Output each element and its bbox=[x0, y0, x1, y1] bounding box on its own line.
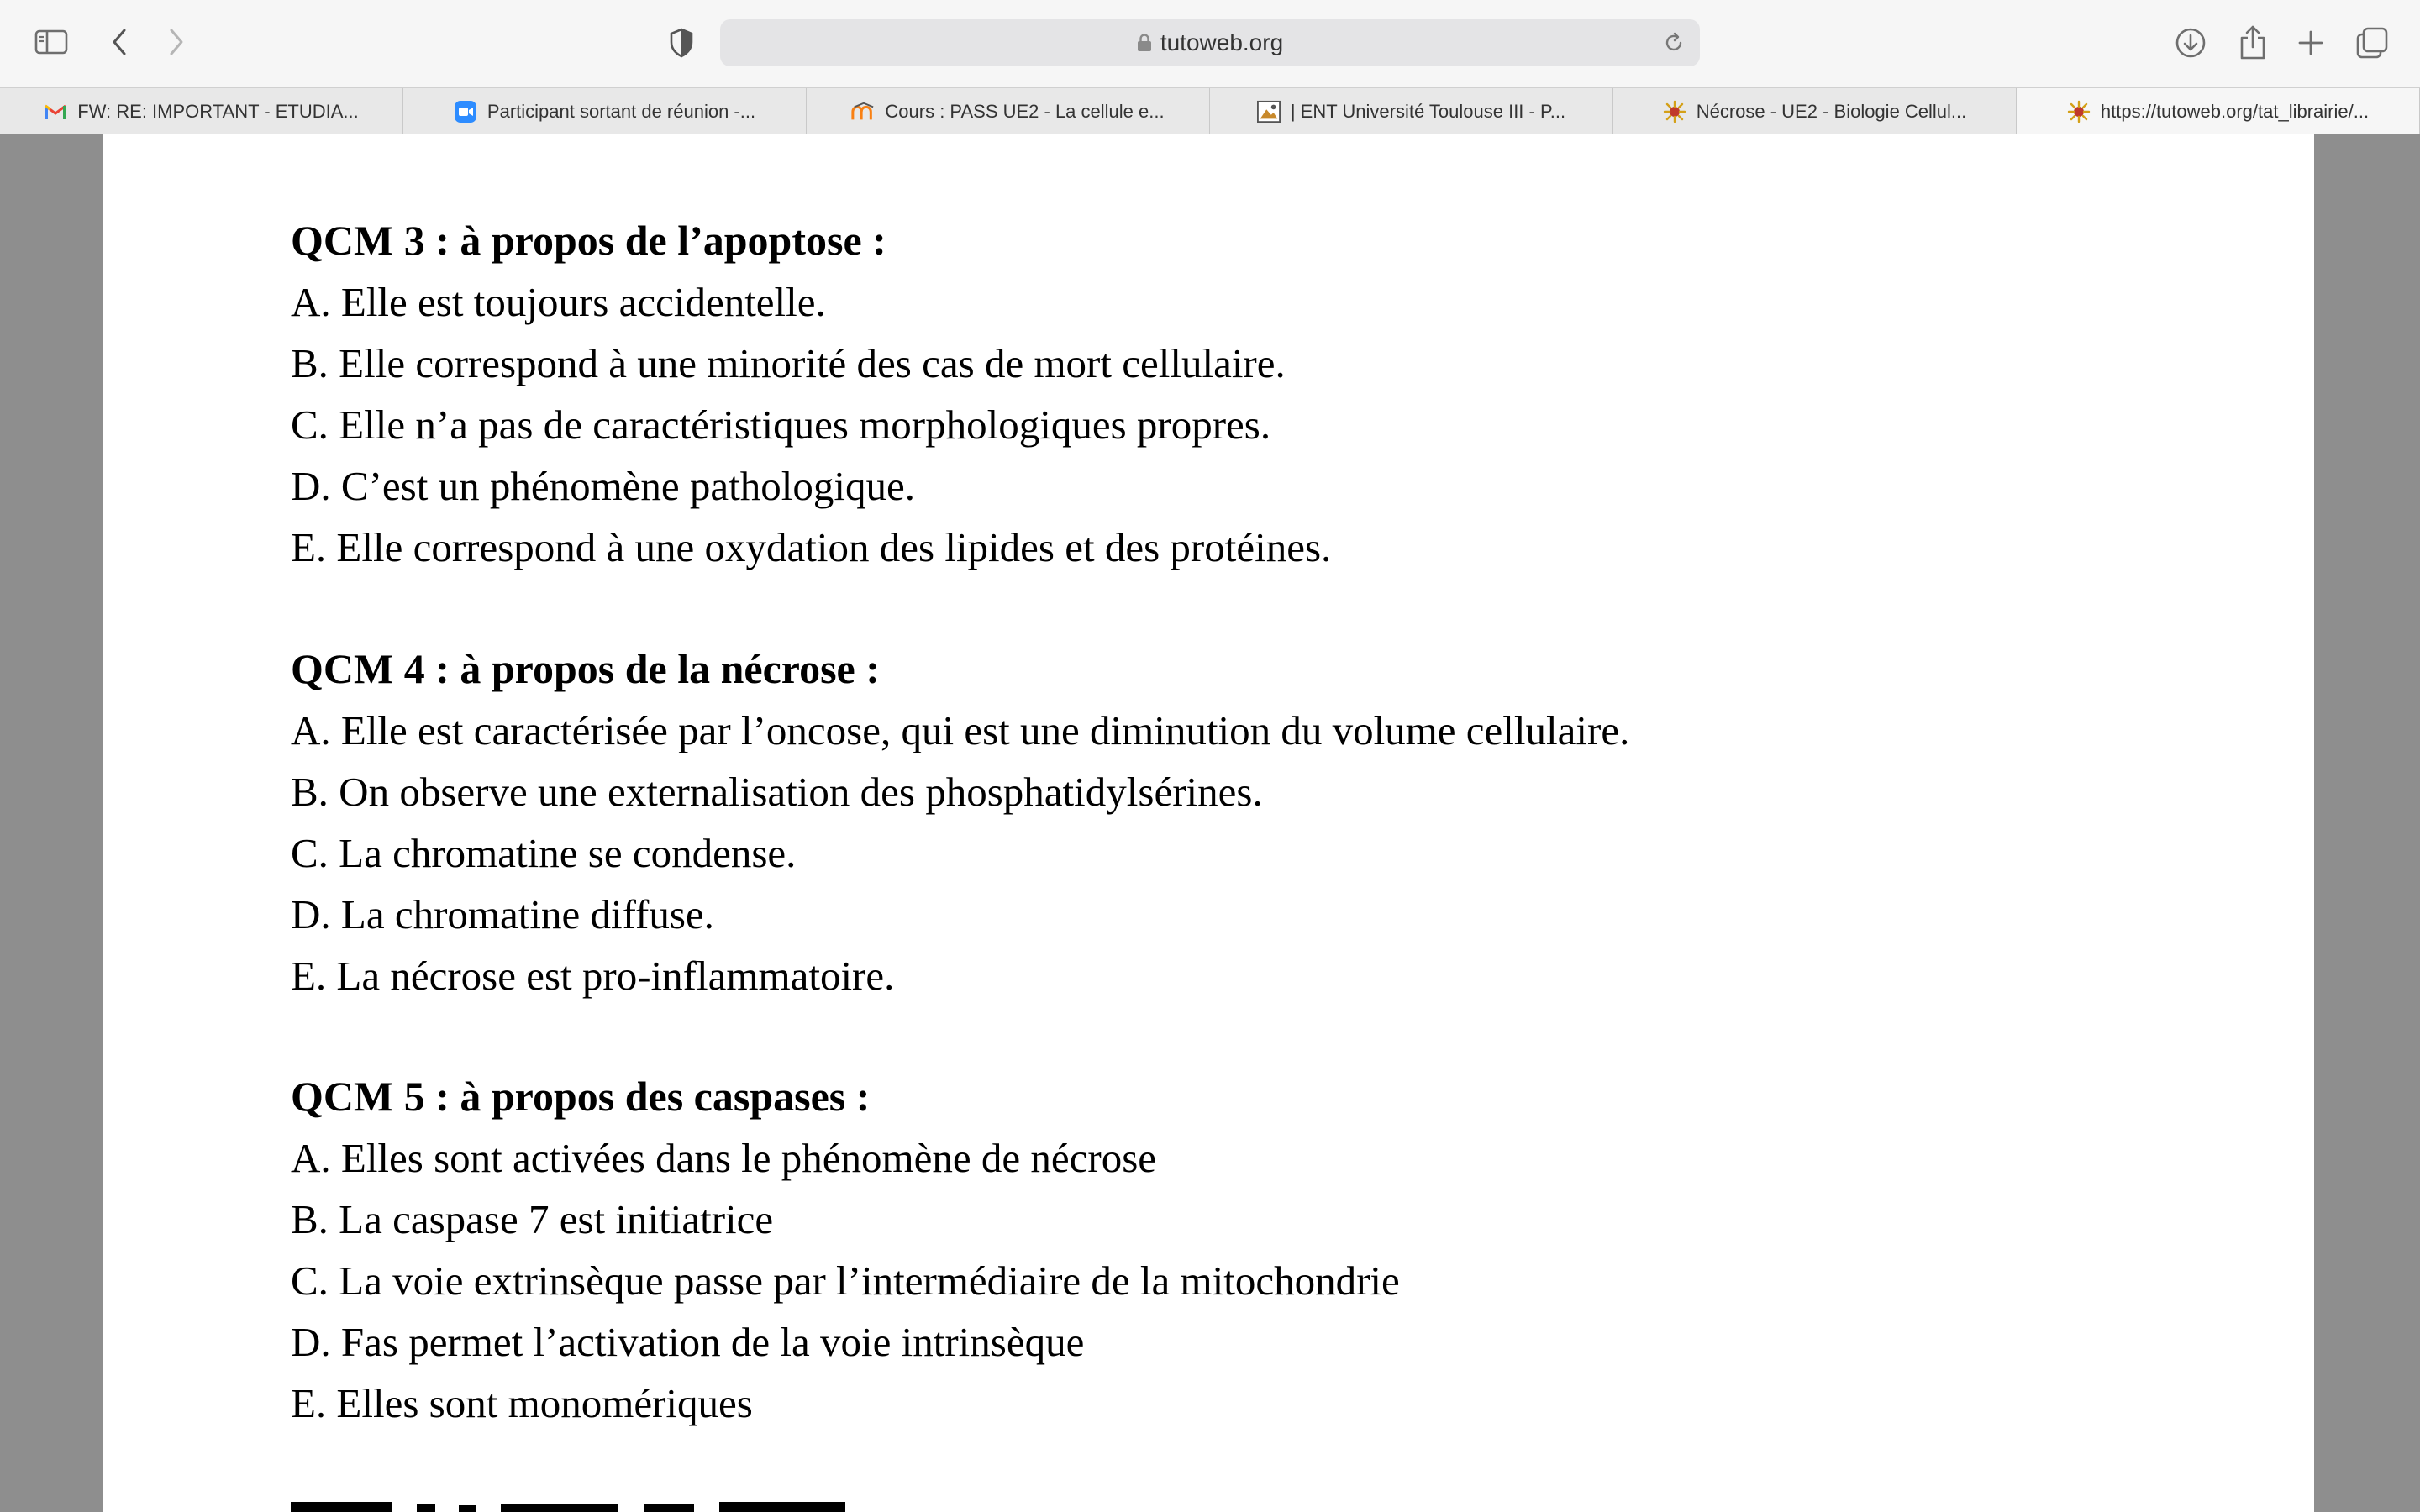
sidebar-icon[interactable] bbox=[32, 25, 71, 59]
tab-bar bbox=[0, 87, 2420, 134]
qcm-3-title: QCM 3 : à propos de l’apoptose : bbox=[291, 217, 886, 264]
address-bar[interactable] bbox=[720, 19, 1700, 66]
download-icon[interactable] bbox=[2171, 24, 2210, 62]
moodle-icon bbox=[851, 100, 875, 123]
clipped-text-fragment bbox=[291, 134, 1719, 139]
qcm-5-title: QCM 5 : à propos des caspases : bbox=[291, 1073, 871, 1120]
gmail-icon bbox=[44, 100, 67, 123]
tab-gmail[interactable]: FW: RE: IMPORTANT - ETUDIA... bbox=[0, 88, 403, 134]
qcm-4-option-d: D. La chromatine diffuse. bbox=[291, 891, 714, 937]
qcm-5-option-c: C. La voie extrinsèque passe par l’intermédiaire de la mitochondrie bbox=[291, 1257, 1400, 1304]
qcm-4-option-c: C. La chromatine se condense. bbox=[291, 830, 797, 876]
qcm-3 bbox=[291, 210, 1331, 578]
tabs-icon[interactable] bbox=[2353, 24, 2391, 62]
tab-zoom[interactable]: Participant sortant de réunion -... bbox=[403, 88, 807, 134]
tab-moodle[interactable]: Cours : PASS UE2 - La cellule e... bbox=[807, 88, 1210, 134]
zoom-icon bbox=[454, 100, 477, 123]
qcm-3-option-d: D. C’est un phénomène pathologique. bbox=[291, 463, 916, 509]
qcm-4 bbox=[291, 638, 1629, 1006]
qcm-4-option-a: A. Elle est caractérisée par l’oncose, qui est une diminution du volume cellulaire. bbox=[291, 707, 1630, 753]
plus-icon[interactable] bbox=[2294, 25, 2328, 60]
tab-ent[interactable]: | ENT Université Toulouse III - P... bbox=[1210, 88, 1613, 134]
share-icon[interactable] bbox=[2233, 22, 2272, 64]
chevron-right-icon[interactable] bbox=[161, 25, 192, 59]
browser-toolbar bbox=[0, 0, 2420, 87]
shield-icon[interactable] bbox=[666, 25, 697, 60]
clipped-previous-line bbox=[291, 134, 1719, 149]
qcm-5 bbox=[291, 1066, 1400, 1434]
qcm-5-option-e: E. Elles sont monomériques bbox=[291, 1380, 753, 1426]
qcm-4-title: QCM 4 : à propos de la nécrose : bbox=[291, 645, 880, 692]
qcm-3-option-e: E. Elle correspond à une oxydation des lipides et des protéines. bbox=[291, 524, 1332, 570]
clipped-text-fragment bbox=[291, 1494, 929, 1512]
tutoweb-icon bbox=[1663, 100, 1686, 123]
image-icon bbox=[1257, 100, 1281, 123]
qcm-5-option-b: B. La caspase 7 est initiatrice bbox=[291, 1196, 774, 1242]
tutoweb-icon bbox=[2067, 100, 2091, 123]
reload-icon[interactable] bbox=[1663, 31, 1685, 55]
tab-librairie[interactable]: https://tutoweb.org/tat_librairie/... bbox=[2017, 88, 2420, 134]
qcm-3-option-a: A. Elle est toujours accidentelle. bbox=[291, 279, 826, 325]
qcm-5-option-a: A. Elles sont activées dans le phénomène de nécrose bbox=[291, 1135, 1157, 1181]
qcm-5-option-d: D. Fas permet l’activation de la voie intrinsèque bbox=[291, 1319, 1085, 1365]
lock-icon bbox=[1137, 34, 1152, 52]
url-text: tutoweb.org bbox=[1160, 29, 1284, 55]
chevron-left-icon[interactable] bbox=[104, 25, 134, 59]
qcm-3-option-c: C. Elle n’a pas de caractéristiques morphologiques propres. bbox=[291, 402, 1271, 448]
tab-necrose[interactable]: Nécrose - UE2 - Biologie Cellul... bbox=[1613, 88, 2017, 134]
qcm-3-option-b: B. Elle correspond à une minorité des cas de mort cellulaire. bbox=[291, 340, 1286, 386]
clipped-next-title bbox=[291, 1494, 929, 1512]
pdf-page bbox=[103, 134, 2314, 1512]
qcm-4-option-b: B. On observe une externalisation des phosphatidylsérines. bbox=[291, 769, 1263, 815]
qcm-4-option-e: E. La nécrose est pro-inflammatoire. bbox=[291, 953, 895, 999]
